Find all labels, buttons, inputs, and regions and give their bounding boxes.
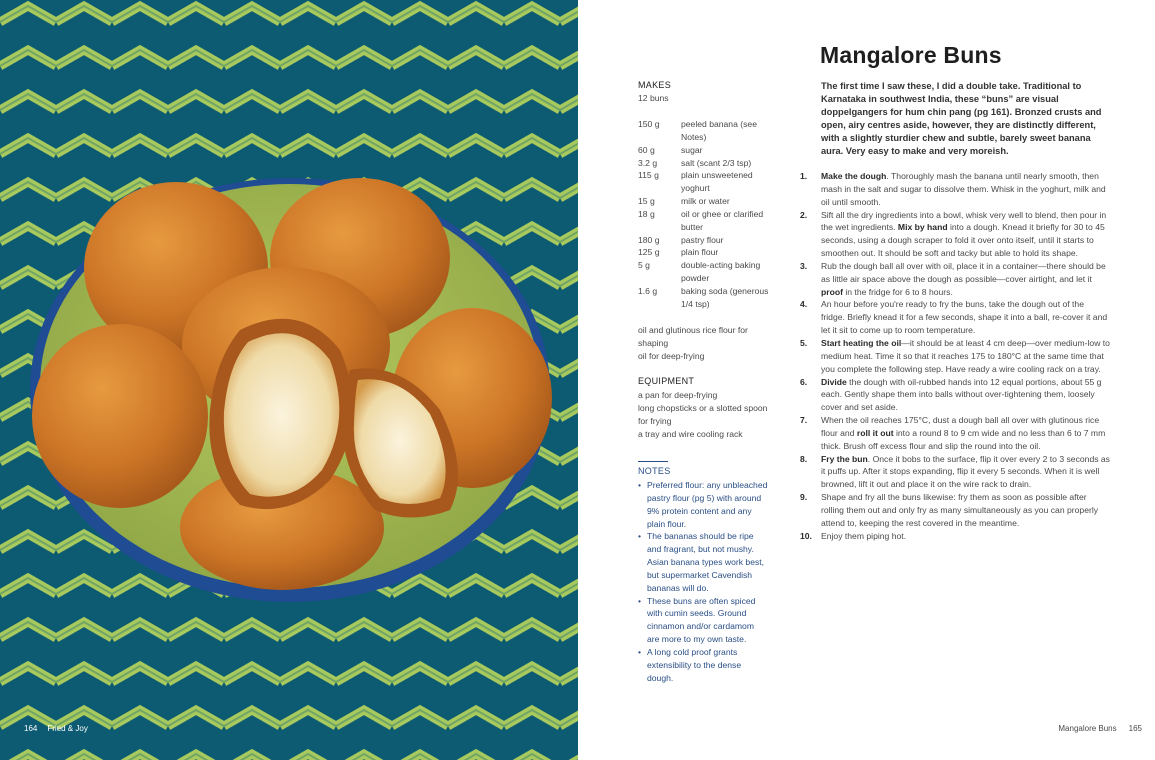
step-action: Mix by hand xyxy=(897,222,948,233)
ingredient-row xyxy=(638,259,773,285)
step-text: Rub the dough ball all over with oil, place it in a container—there should be as little air space above the dough as possible—cover airtight, and let it xyxy=(821,260,1106,284)
extra-ingredients xyxy=(638,324,773,363)
step-number: 7. xyxy=(800,415,808,426)
ingredient-qty: 180 g xyxy=(638,234,660,245)
step-text: Shape and fry all the buns likewise: fry them as soon as possible after rolling them out and only fry as many simultaneously as you can properly attend to, keeping the rest covered in the meantime. xyxy=(821,492,1099,528)
equipment-item: a pan for deep-frying xyxy=(638,390,718,400)
recipe-title: Mangalore Buns xyxy=(820,42,1002,68)
ingredient-row xyxy=(638,208,773,234)
ingredient-name: oil or ghee or clarified butter xyxy=(681,208,764,232)
step-text: An hour before you're ready to fry the buns, take the dough out of the fridge. Briefly knead it for a few seconds, shape it into a ball, re-cover it and let it sit to come up to room temperature. xyxy=(821,299,1108,336)
step-action: proof xyxy=(821,286,843,297)
step-action: Make the dough xyxy=(821,171,887,181)
ingredient-name: double-acting baking powder xyxy=(681,260,761,284)
ingredient-row xyxy=(638,169,773,195)
ingredient-name: pastry flour xyxy=(681,234,724,245)
page-number-left: 164 xyxy=(24,724,38,733)
ingredient-qty: 1.6 g xyxy=(638,285,658,296)
step-text: in the fridge for 6 to 8 hours. xyxy=(842,286,953,297)
ingredient-name: milk or water xyxy=(681,196,730,207)
method-step xyxy=(800,170,1110,209)
ingredient-row xyxy=(638,118,773,144)
book-title: Fried & Joy xyxy=(47,724,88,733)
notes-heading: NOTES xyxy=(638,466,671,476)
ingredient-row xyxy=(638,234,773,247)
ingredient-name: plain unsweetened yoghurt xyxy=(681,170,753,194)
note-item: • Preferred flour: any unbleached pastry flour (pg 5) with around 9% protein content and any plain flour. xyxy=(638,479,768,530)
method-step xyxy=(800,209,1110,260)
ingredient-name: baking soda (generous 1/4 tsp) xyxy=(681,285,769,309)
ingredient-qty: 5 g xyxy=(638,260,650,271)
step-text: . Thoroughly mash the banana until nearly smooth, then mash in the salt and sugar to dissolve them. Whisk in the yoghurt, milk and oil until smooth. xyxy=(821,171,1106,207)
equipment-heading: EQUIPMENT xyxy=(638,376,695,386)
step-number: 6. xyxy=(800,376,808,387)
method-step xyxy=(800,337,1110,376)
step-text: Sift all the dry ingredients into a bowl, whisk very well to blend, then pour in the wet ingredients. xyxy=(821,209,1107,233)
ingredient-name: sugar xyxy=(681,144,703,155)
note-item: • These buns are often spiced with cumin seeds. Ground cinnamon and/or cardamom are more to my own taste. xyxy=(638,595,768,646)
ingredients-list xyxy=(638,118,773,311)
ingredient-qty: 115 g xyxy=(638,170,659,181)
step-number: 10. xyxy=(800,530,812,541)
makes-value: 12 buns xyxy=(638,93,669,103)
ingredient-qty: 15 g xyxy=(638,196,655,207)
step-text: into a dough. Knead it briefly for 30 to 45 seconds, using a dough scraper to fold it over onto itself, until it starts to smoothen out. It should be soft and tacky but able to hold its shape. xyxy=(821,222,1105,259)
method-step xyxy=(800,298,1110,337)
page-number-right: 165 xyxy=(1128,724,1142,733)
equipment-item: a tray and wire cooling rack xyxy=(638,428,743,439)
method-steps xyxy=(800,170,1110,542)
method-step xyxy=(800,453,1110,492)
ingredient-qty: 150 g xyxy=(638,119,660,129)
step-text: . Once it bobs to the surface, flip it over every 2 to 3 seconds as it puffs up. After it stops expanding, flip it every 5 seconds. When it is well browned, lift it out and place it on the wire rack to drain. xyxy=(821,453,1110,490)
ingredient-name: plain flour xyxy=(681,247,719,258)
notes-divider xyxy=(638,461,668,462)
step-number: 5. xyxy=(800,337,808,348)
step-action: Start heating the oil xyxy=(821,337,902,348)
step-text: Enjoy them piping hot. xyxy=(821,530,907,541)
note-item: • The bananas should be ripe and fragrant, but not mushy. Asian banana types work best, but supermarket Cavendish bananas will do. xyxy=(638,530,768,594)
ingredient-row xyxy=(638,157,773,170)
step-number: 4. xyxy=(800,299,808,310)
ingredient-name: peeled banana (see Notes) xyxy=(681,119,757,142)
ingredient-qty: 18 g xyxy=(638,208,655,219)
extra-ingredient: oil for deep-frying xyxy=(638,350,705,361)
makes-heading: MAKES xyxy=(638,80,672,90)
step-action: roll it out xyxy=(856,427,894,438)
recipe-intro: The first time I saw these, I did a double take. Traditional to Karnataka in southwest India, these “buns” are visual doppelgangers for hum chin pang (pg 161). Bronzed crusts and open, airy centres aside, however, they are distinctly different, with a slightly sturdier chew and subtle, barely sweet banana aura. Very easy to make and very moreish. xyxy=(821,81,1102,156)
step-number: 1. xyxy=(800,171,808,181)
method-step xyxy=(800,414,1110,453)
ingredient-qty: 125 g xyxy=(638,247,660,258)
ingredient-qty: 3.2 g xyxy=(638,157,658,168)
footer-right xyxy=(1058,724,1142,733)
step-text: —it should be at least 4 cm deep—over medium-low to medium heat. Time it so that it reaches 175 to 180°C at the same time that you complete the following step. Have ready a wire cooling rack on a tray. xyxy=(821,337,1110,374)
step-number: 9. xyxy=(800,492,808,503)
step-number: 2. xyxy=(800,209,808,220)
ingredient-row xyxy=(638,246,773,259)
step-text: When the oil reaches 175°C, dust a dough ball all over with glutinous rice flour and xyxy=(821,415,1100,438)
step-number: 8. xyxy=(800,453,808,464)
equipment-item: long chopsticks or a slotted spoon for frying xyxy=(638,402,768,426)
ingredient-name: salt (scant 2/3 tsp) xyxy=(681,157,752,168)
ingredient-row xyxy=(638,285,773,311)
footer-left xyxy=(24,724,88,733)
step-text: the dough with oil-rubbed hands into 12 equal portions, about 55 g each. Gently shape them into balls without over-tightening them, loosely cover and set aside. xyxy=(821,376,1102,413)
method-step xyxy=(800,530,1110,543)
step-number: 3. xyxy=(800,260,808,271)
step-action: Fry the bun xyxy=(821,453,868,464)
step-text: into a round 8 to 9 cm wide and no less than 6 to 7 mm thick. Brush off excess flour and slip the round into the oil. xyxy=(821,427,1106,451)
ingredient-row xyxy=(638,144,773,157)
equipment-list xyxy=(638,389,773,440)
extra-ingredient: oil and glutinous rice flour for shaping xyxy=(638,325,748,348)
fried-bun xyxy=(32,324,208,508)
ingredient-row xyxy=(638,195,773,208)
method-step xyxy=(800,260,1110,299)
notes-list xyxy=(638,479,768,685)
note-item: • A long cold proof grants extensibility to the dense dough. xyxy=(638,646,768,685)
ingredient-qty: 60 g xyxy=(638,144,655,155)
method-step xyxy=(800,491,1110,530)
step-action: Divide xyxy=(821,376,847,387)
method-step xyxy=(800,376,1110,415)
running-title: Mangalore Buns xyxy=(1058,724,1117,733)
